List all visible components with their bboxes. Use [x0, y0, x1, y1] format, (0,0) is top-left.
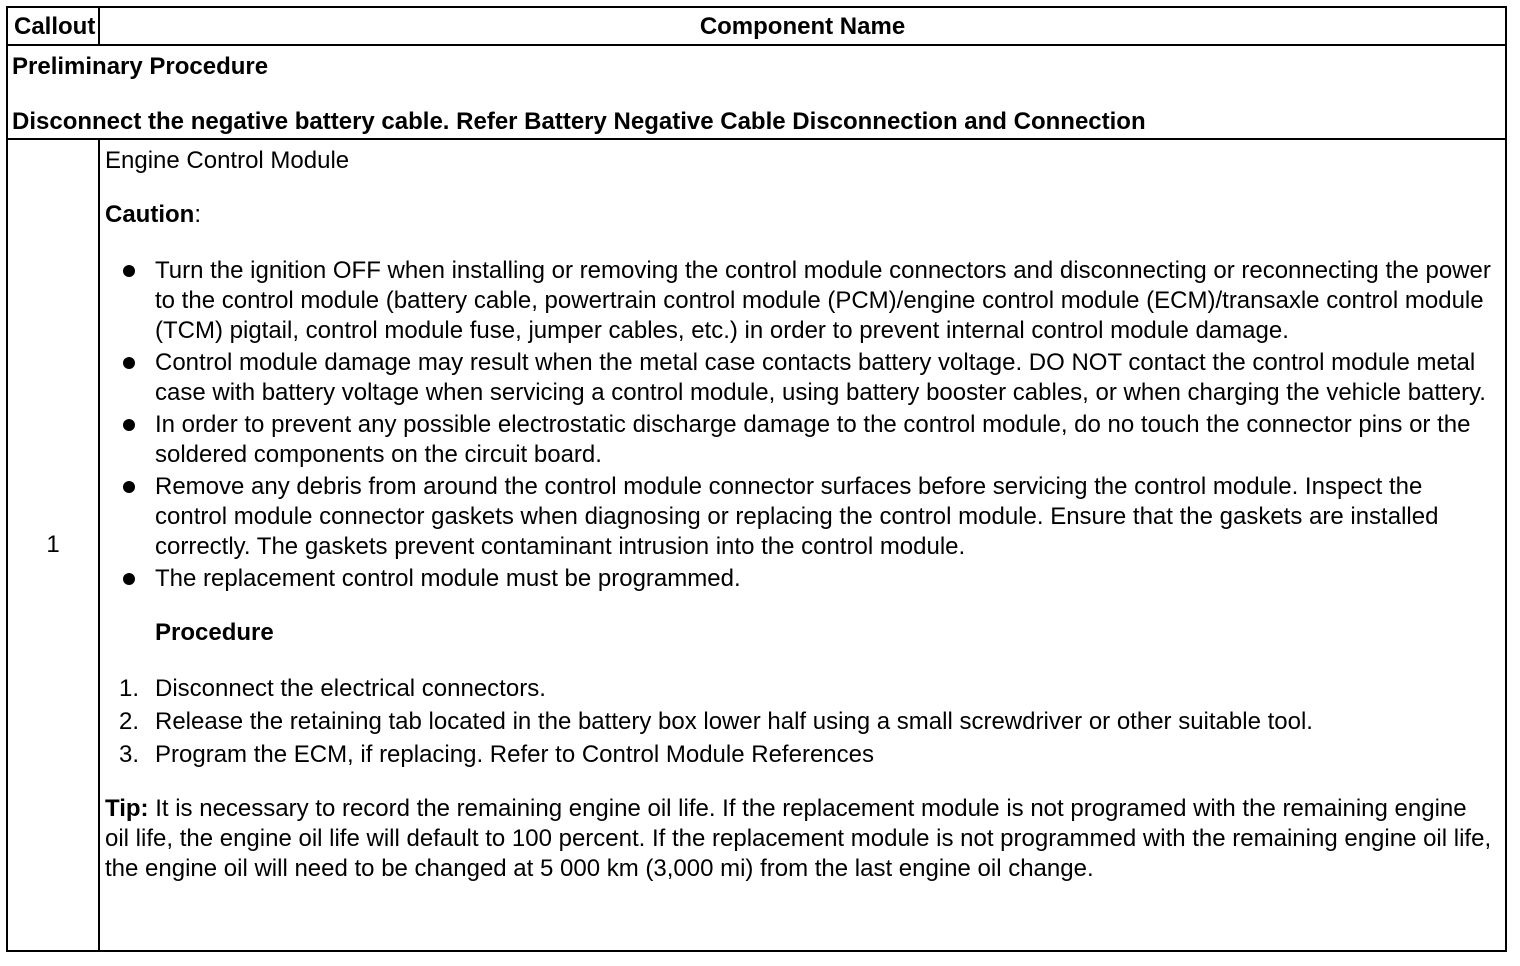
caution-item: Turn the ignition OFF when installing or removing the control module connectors and disconnecting or reconnecting the power to the control module (battery cable, powertrain control module (PCM)/engine control module (ECM)/transaxle control module (TCM) pigtail, control module fuse, jumper cables, etc.) in order to prevent internal control module damage. [105, 256, 1497, 346]
procedure-heading: Procedure [155, 619, 274, 646]
callout-column-header: Callout [7, 7, 99, 45]
component-name: Engine Control Module [105, 147, 350, 174]
table-row [7, 139, 1506, 951]
step-text: Release the retaining tab located in the battery box lower half using a small screwdriver or other suitable tool. [155, 708, 1313, 735]
caution-item: Control module damage may result when the metal case contacts battery voltage. DO NOT contact the control module metal case with battery voltage when servicing a control module, using battery booster cables, or when charging the vehicle battery. [105, 348, 1497, 408]
caution-colon: : [194, 201, 201, 228]
tip-text: It is necessary to record the remaining engine oil life. If the replacement module is not programed with the remaining engine oil life, the engine oil life will default to 100 percent. If the replacement module is not programmed with the remaining engine oil life, the engine oil will need to be changed at 5 000 km (3,000 mi) from the last engine oil change. [105, 795, 1492, 882]
callout-number: 1 [7, 139, 99, 951]
caution-heading [105, 200, 1497, 230]
tip-label: Tip: [105, 795, 149, 822]
component-name-column-header: Component Name [99, 7, 1506, 45]
preliminary-row [7, 45, 1506, 139]
procedure-step [105, 674, 1497, 704]
component-content-cell [99, 139, 1506, 951]
preliminary-cell [7, 45, 1506, 139]
caution-item: In order to prevent any possible electrostatic discharge damage to the control module, do no touch the connector pins or the soldered components on the circuit board. [105, 410, 1497, 470]
table-header-row [7, 7, 1506, 45]
preliminary-title: Preliminary Procedure [12, 53, 269, 80]
procedure-step [105, 740, 1497, 770]
component-table [6, 6, 1507, 952]
caution-item: Remove any debris from around the control module connector surfaces before servicing the control module. Inspect the control module connector gaskets when diagnosing or replacing the control module. Ensure that the gaskets are installed correctly. The gaskets prevent contaminant intrusion into the control module. [105, 472, 1497, 562]
preliminary-instruction: Disconnect the negative battery cable. Refer Battery Negative Cable Disconnection and Connection [12, 108, 1146, 135]
step-text: Disconnect the electrical connectors. [155, 675, 546, 702]
procedure-steps [105, 674, 1497, 770]
step-number: 1. [119, 675, 140, 702]
step-number: 3. [119, 741, 140, 768]
tip-note [105, 794, 1497, 884]
step-number: 2. [119, 708, 140, 735]
caution-list [105, 256, 1497, 594]
caution-label: Caution [105, 201, 195, 228]
caution-item: The replacement control module must be programmed. [105, 564, 1497, 594]
procedure-step [105, 707, 1497, 737]
step-text: Program the ECM, if replacing. Refer to Control Module References [155, 741, 874, 768]
